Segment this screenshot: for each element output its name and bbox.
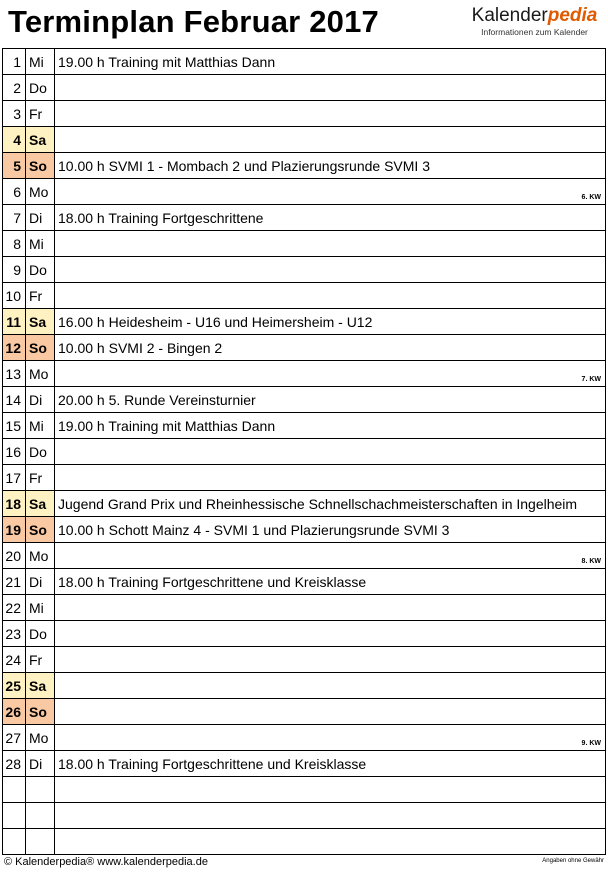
day-number: 19 [3, 517, 26, 543]
day-number: 26 [3, 699, 26, 725]
day-row [3, 829, 606, 855]
day-of-week [26, 777, 55, 803]
logo-tagline: Informationen zum Kalender [481, 27, 588, 37]
day-number: 17 [3, 465, 26, 491]
event-cell[interactable] [55, 543, 606, 569]
day-row [3, 153, 606, 179]
day-row [3, 595, 606, 621]
day-row [3, 699, 606, 725]
day-row [3, 335, 606, 361]
week-number-label: 9. KW [581, 740, 601, 747]
day-of-week: Do [26, 621, 55, 647]
day-of-week: Sa [26, 309, 55, 335]
day-row [3, 75, 606, 101]
event-cell[interactable] [55, 361, 606, 387]
day-of-week: Mi [26, 49, 55, 75]
event-cell[interactable] [55, 595, 606, 621]
day-of-week: Fr [26, 647, 55, 673]
day-of-week: Di [26, 569, 55, 595]
week-number-label: 6. KW [581, 194, 601, 201]
event-text: 18.00 h Training Fortgeschrittene [58, 209, 264, 226]
day-of-week: So [26, 699, 55, 725]
day-row [3, 647, 606, 673]
day-number: 24 [3, 647, 26, 673]
footer-disclaimer: Angaben ohne Gewähr [542, 858, 604, 864]
day-of-week: Di [26, 387, 55, 413]
day-row [3, 517, 606, 543]
day-row [3, 231, 606, 257]
event-cell[interactable] [55, 751, 606, 777]
day-number: 12 [3, 335, 26, 361]
event-text: 10.00 h SVMI 2 - Bingen 2 [58, 339, 223, 356]
event-cell[interactable] [55, 699, 606, 725]
day-of-week: Fr [26, 101, 55, 127]
day-number: 20 [3, 543, 26, 569]
footer-copyright: © Kalenderpedia® www.kalenderpedia.de [4, 856, 208, 868]
day-of-week [26, 803, 55, 829]
event-cell[interactable] [55, 179, 606, 205]
day-number: 28 [3, 751, 26, 777]
day-row [3, 205, 606, 231]
day-number: 14 [3, 387, 26, 413]
day-number: 8 [3, 231, 26, 257]
day-row [3, 725, 606, 751]
day-row [3, 283, 606, 309]
event-cell[interactable] [55, 439, 606, 465]
day-number: 11 [3, 309, 26, 335]
day-row [3, 465, 606, 491]
day-of-week: So [26, 153, 55, 179]
event-text: Jugend Grand Prix und Rheinhessische Schnellschachmeisterschaften in Ingelheim [58, 495, 578, 512]
event-cell[interactable] [55, 257, 606, 283]
day-of-week: Do [26, 439, 55, 465]
day-number: 4 [3, 127, 26, 153]
day-of-week: Mo [26, 361, 55, 387]
day-of-week [26, 829, 55, 855]
day-row [3, 257, 606, 283]
day-number: 13 [3, 361, 26, 387]
calendar-table [2, 48, 606, 855]
day-row [3, 413, 606, 439]
day-row [3, 673, 606, 699]
day-number: 1 [3, 49, 26, 75]
day-row [3, 101, 606, 127]
day-row [3, 361, 606, 387]
event-text: 16.00 h Heidesheim - U16 und Heimersheim - U12 [58, 313, 373, 330]
day-of-week: Mo [26, 725, 55, 751]
event-cell[interactable] [55, 231, 606, 257]
event-cell[interactable] [55, 101, 606, 127]
event-cell[interactable] [55, 127, 606, 153]
day-number [3, 803, 26, 829]
day-number: 23 [3, 621, 26, 647]
day-row [3, 49, 606, 75]
day-row [3, 777, 606, 803]
logo-wordmark-part2: pedia [547, 5, 598, 26]
event-cell[interactable] [55, 829, 606, 855]
day-row [3, 803, 606, 829]
event-cell[interactable] [55, 803, 606, 829]
day-row [3, 621, 606, 647]
event-cell[interactable] [55, 75, 606, 101]
day-row [3, 569, 606, 595]
week-number-label: 8. KW [581, 558, 601, 565]
event-cell[interactable] [55, 335, 606, 361]
event-cell[interactable] [55, 621, 606, 647]
day-number: 25 [3, 673, 26, 699]
event-text: 18.00 h Training Fortgeschrittene und Kreisklasse [58, 573, 367, 590]
day-number: 3 [3, 101, 26, 127]
event-cell[interactable] [55, 725, 606, 751]
event-cell[interactable] [55, 309, 606, 335]
day-row [3, 179, 606, 205]
event-cell[interactable] [55, 387, 606, 413]
event-cell[interactable] [55, 205, 606, 231]
event-text: 19.00 h Training mit Matthias Dann [58, 417, 276, 434]
day-of-week: Sa [26, 491, 55, 517]
event-cell[interactable] [55, 647, 606, 673]
event-text: 10.00 h SVMI 1 - Mombach 2 und Plazierungsrunde SVMI 3 [58, 157, 430, 174]
event-text: 19.00 h Training mit Matthias Dann [58, 53, 276, 70]
event-cell[interactable] [55, 49, 606, 75]
day-number [3, 777, 26, 803]
event-cell[interactable] [55, 153, 606, 179]
day-of-week: Fr [26, 283, 55, 309]
day-number: 16 [3, 439, 26, 465]
event-cell[interactable] [55, 491, 606, 517]
day-of-week: Sa [26, 127, 55, 153]
day-number: 2 [3, 75, 26, 101]
event-text: 20.00 h 5. Runde Vereinsturnier [58, 391, 256, 408]
day-row [3, 439, 606, 465]
day-of-week: Do [26, 257, 55, 283]
event-cell[interactable] [55, 413, 606, 439]
day-of-week: Fr [26, 465, 55, 491]
logo-wordmark [467, 6, 602, 26]
day-number: 7 [3, 205, 26, 231]
page-title: Terminplan Februar 2017 [8, 4, 379, 39]
event-cell[interactable] [55, 465, 606, 491]
day-number: 9 [3, 257, 26, 283]
day-of-week: Mi [26, 413, 55, 439]
day-of-week: So [26, 517, 55, 543]
day-of-week: Sa [26, 673, 55, 699]
calendar-body [3, 49, 606, 855]
day-row [3, 387, 606, 413]
day-of-week: So [26, 335, 55, 361]
event-text: 18.00 h Training Fortgeschrittene und Kreisklasse [58, 755, 367, 772]
day-of-week: Mo [26, 179, 55, 205]
event-cell[interactable] [55, 777, 606, 803]
day-number: 15 [3, 413, 26, 439]
day-row [3, 491, 606, 517]
logo-wordmark-part1: Kalender [471, 5, 548, 26]
day-number [3, 829, 26, 855]
day-of-week: Mi [26, 595, 55, 621]
day-of-week: Do [26, 75, 55, 101]
day-of-week: Mo [26, 543, 55, 569]
day-row [3, 127, 606, 153]
day-row [3, 751, 606, 777]
day-of-week: Di [26, 205, 55, 231]
event-cell[interactable] [55, 283, 606, 309]
week-number-label: 7. KW [581, 376, 601, 383]
event-cell[interactable] [55, 569, 606, 595]
day-number: 18 [3, 491, 26, 517]
day-number: 10 [3, 283, 26, 309]
day-of-week: Mi [26, 231, 55, 257]
day-number: 27 [3, 725, 26, 751]
day-row [3, 309, 606, 335]
day-row [3, 543, 606, 569]
day-number: 5 [3, 153, 26, 179]
event-text: 10.00 h Schott Mainz 4 - SVMI 1 und Plazierungsrunde SVMI 3 [58, 521, 450, 538]
day-number: 22 [3, 595, 26, 621]
day-number: 6 [3, 179, 26, 205]
event-cell[interactable] [55, 517, 606, 543]
event-cell[interactable] [55, 673, 606, 699]
kalenderpedia-logo[interactable] [467, 6, 602, 37]
day-number: 21 [3, 569, 26, 595]
day-of-week: Di [26, 751, 55, 777]
